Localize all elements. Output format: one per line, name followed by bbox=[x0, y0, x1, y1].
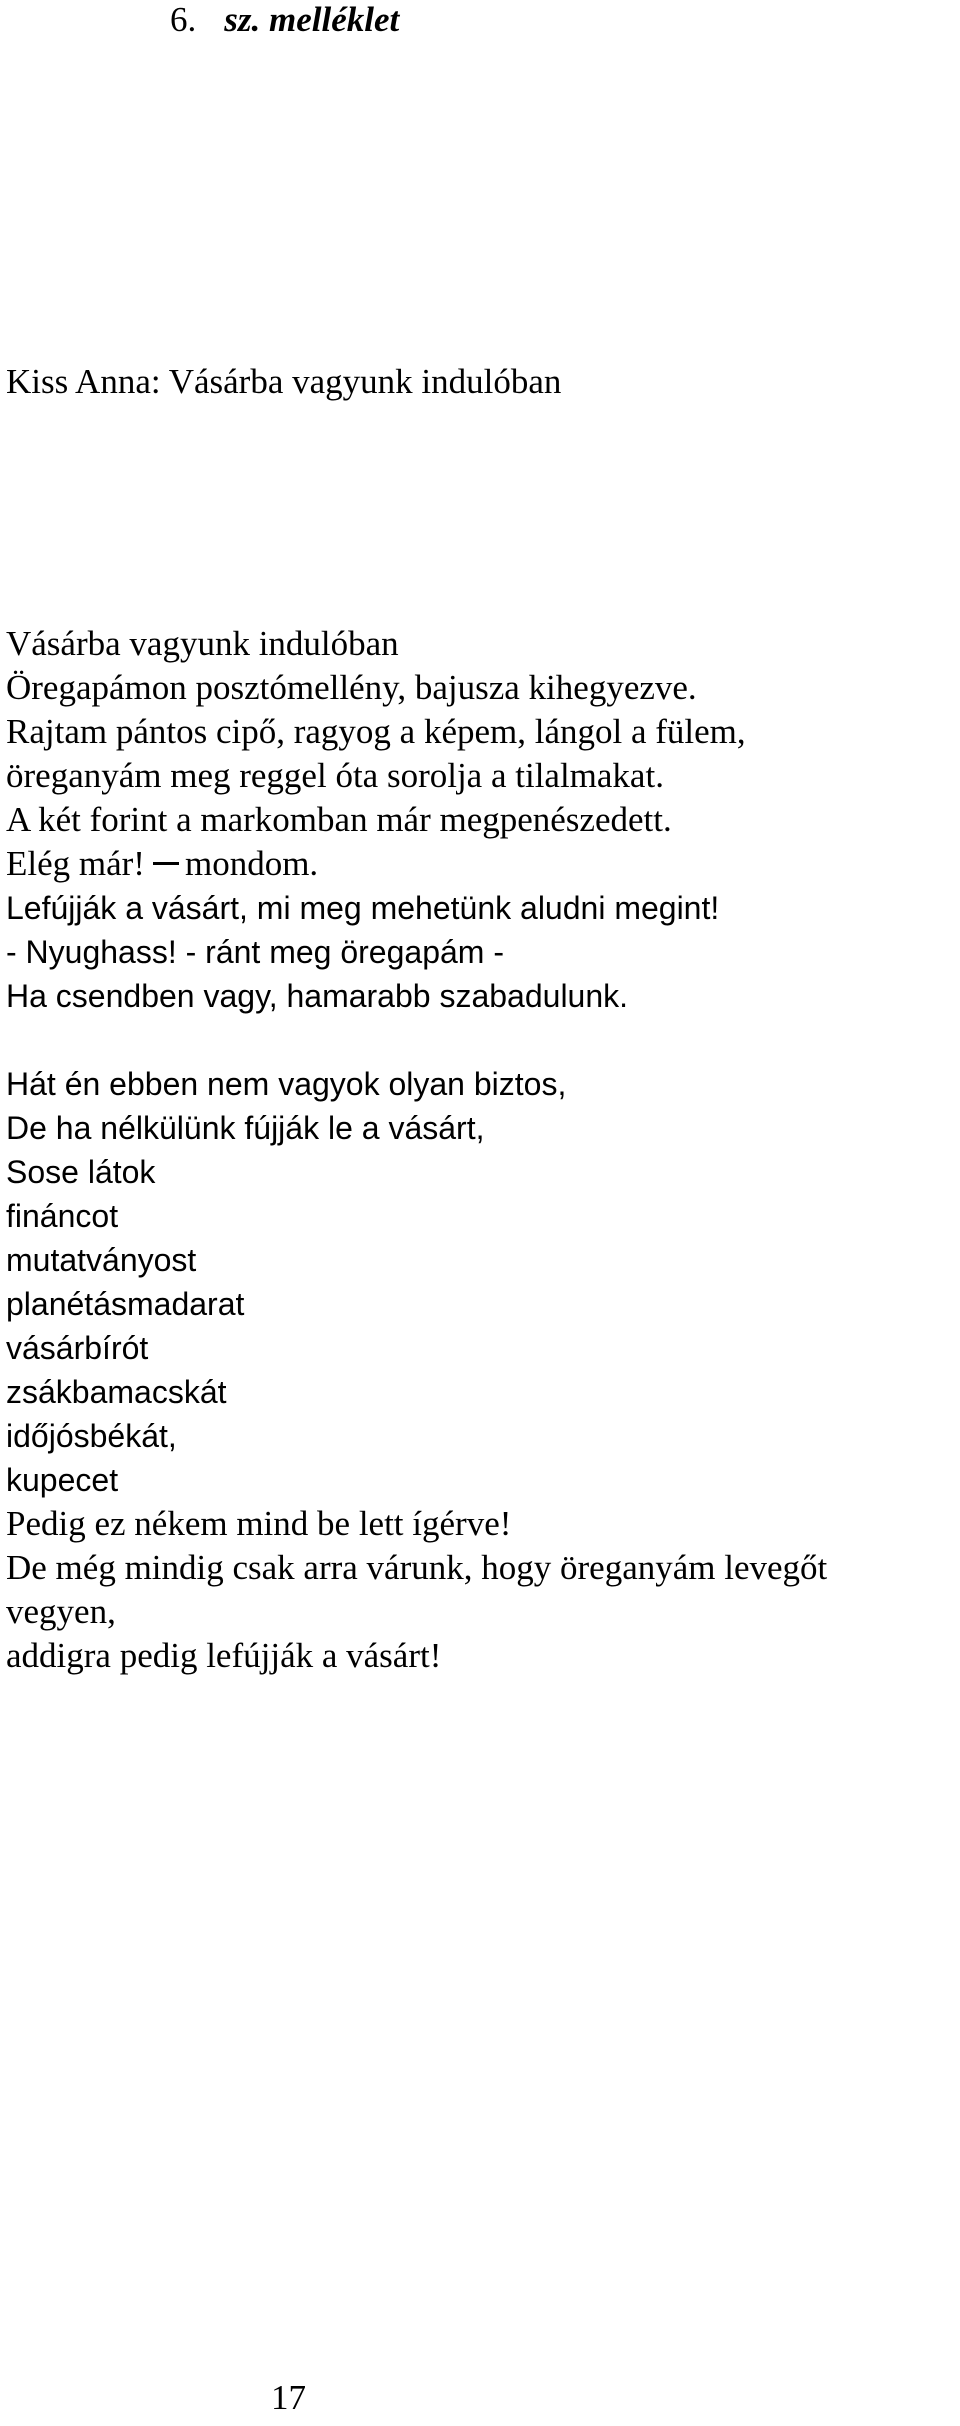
poem-line: addigra pedig lefújják a vásárt! bbox=[6, 1636, 442, 1675]
poem-line: vásárbírót bbox=[6, 1330, 149, 1366]
poem-line: Lefújják a vásárt, mi meg mehetünk aludni megint! bbox=[6, 890, 720, 926]
appendix-label: sz. melléklet bbox=[224, 0, 400, 39]
page-number: 17 bbox=[271, 2378, 306, 2417]
poem-line: zsákbamacskát bbox=[6, 1374, 227, 1410]
poem-line: Pedig ez nékem mind be lett ígérve! bbox=[6, 1504, 512, 1543]
appendix-header bbox=[170, 0, 399, 42]
appendix-number: 6. bbox=[170, 0, 197, 39]
poem-line: Ha csendben vagy, hamarabb szabadulunk. bbox=[6, 978, 629, 1014]
poem-line: Rajtam pántos cipő, ragyog a képem, lángol a fülem, bbox=[6, 712, 746, 751]
poem-line: - Nyughass! - ránt meg öregapám - bbox=[6, 934, 504, 970]
poem-line: öreganyám meg reggel óta sorolja a tilalmakat. bbox=[6, 756, 664, 795]
poem-line: vegyen, bbox=[6, 1592, 116, 1631]
poem-title: Kiss Anna: Vásárba vagyunk indulóban bbox=[6, 362, 562, 401]
dash-mark bbox=[153, 862, 179, 865]
mondom-text: mondom. bbox=[184, 844, 319, 883]
poem-line: Sose látok bbox=[6, 1154, 156, 1190]
poem-line: A két forint a markomban már megpenészedett. bbox=[6, 800, 672, 839]
poem-line: kupecet bbox=[6, 1462, 119, 1498]
poem-line: időjósbékát, bbox=[6, 1418, 177, 1454]
poem-line: De még mindig csak arra várunk, hogy öreganyám levegőt bbox=[6, 1548, 828, 1587]
poem-line: mutatványost bbox=[6, 1242, 197, 1278]
poem-line: De ha nélkülünk fújják le a vásárt, bbox=[6, 1110, 485, 1146]
poem-line: fináncot bbox=[6, 1198, 119, 1234]
exclamation-text: Elég már! bbox=[6, 844, 145, 883]
poem-line: Vásárba vagyunk indulóban bbox=[6, 624, 399, 663]
poem-line-dialogue bbox=[6, 842, 318, 886]
poem-line: Öregapámon posztómellény, bajusza kihegyezve. bbox=[6, 668, 697, 707]
poem-line: Hát én ebben nem vagyok olyan biztos, bbox=[6, 1066, 567, 1102]
poem-line: planétásmadarat bbox=[6, 1286, 245, 1322]
